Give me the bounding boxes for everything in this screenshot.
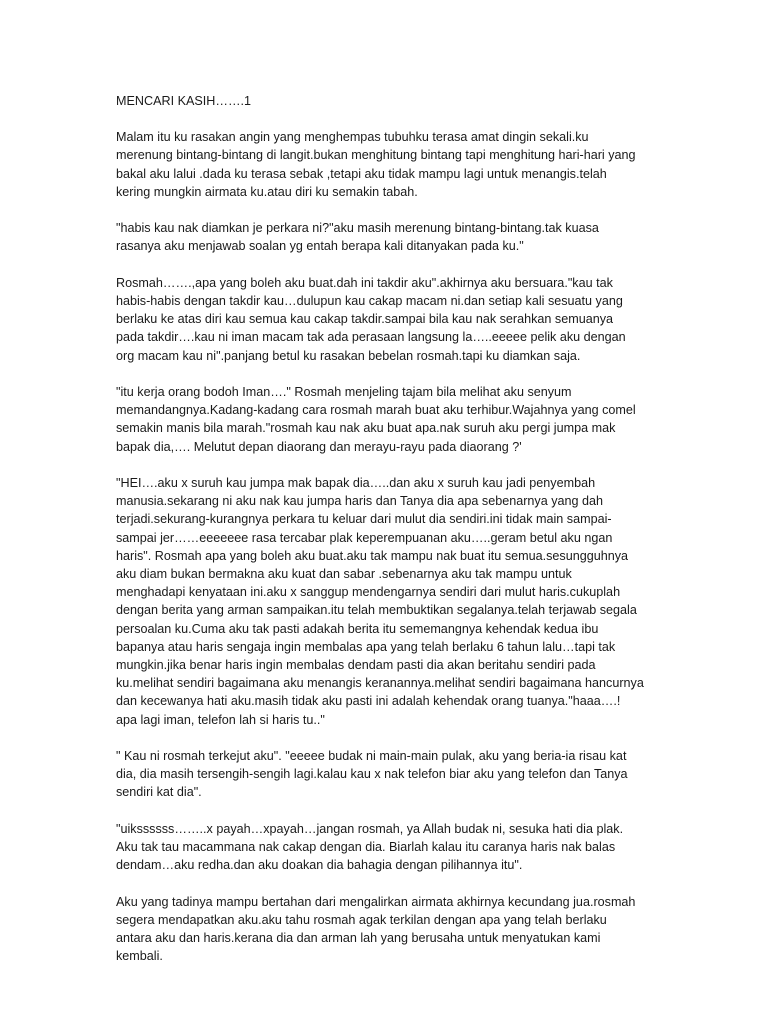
paragraph-6: " Kau ni rosmah terkejut aku". "eeeee budak ni main-main pulak, aku yang beria-ia risau kat dia, dia masih tersengih-sengih lagi.kalau kau x nak telefon biar aku yang telefon dan Tanya sendiri kat dia". — [116, 749, 628, 800]
paragraph-5: "HEI….aku x suruh kau jumpa mak bapak dia…..dan aku x suruh kau jadi penyembah manusia.sekarang ni aku nak kau jumpa haris dan Tanya dia apa sebenarnya yang dah terjadi.sekurang-kurangnya perkara tu keluar dari mulut dia sendiri.ini tidak main sampai- sampai jer……eeeeeee rasa tercabar plak keperempuanan aku…..geram betul aku ngan haris". Rosmah apa yang boleh aku buat.aku tak mampu nak buat itu semua.sesungguhnya aku diam bukan bermakna aku kuat dan sabar .sebenarnya aku tak mampu untuk menghadapi kenyataan ini.aku x sanggup mendengarnya sendiri dari mulut haris.cukuplah dengan berita yang arman sampaikan.itu telah membuktikan segalanya.telah terjawab segala persoalan ku.Cuma aku tak pasti adakah berita itu sememangnya kehendak kedua ibu bapanya atau haris sengaja ingin membalas apa yang telah berlaku 6 tahun lalu…tapi tak mungkin.jika benar haris ingin membalas dendam pasti dia akan beritahu sendiri pada ku.melihat sendiri bagaimana aku menangis keranannya.melihat sendiri bagaimana hancurnya dan kecewanya hati aku.masih tidak aku pasti ini adalah kehendak orang tuanya."haaa….! apa lagi iman, telefon lah si haris tu.." — [116, 476, 644, 727]
document-body — [116, 92, 656, 984]
document-title: MENCARI KASIH…….1 — [116, 94, 252, 108]
paragraph-3: Rosmah…….,apa yang boleh aku buat.dah ini takdir aku".akhirnya aku bersuara."kau tak habis-habis dengan takdir kau…dulupun kau cakap macam ni.dan setiap kali sesuatu yang berlaku ke atas diri kau semua kau cakap takdir.sampai bila kau nak serahkan semuanya pada takdir….kau ni iman macam tak ada perasaan langsung la…..eeeee pelik aku dengan org macam kau ni".panjang betul ku rasakan bebelan rosmah.tapi ku diamkan saja. — [116, 275, 626, 363]
paragraph-1: Malam itu ku rasakan angin yang menghempas tubuhku terasa amat dingin sekali.ku merenung bintang-bintang di langit.bukan menghitung bintang tapi menghitung hari-hari yang bakal aku lalui .dada ku terasa sebak ,tetapi aku tidak mampu lagi untuk menangis.telah kering mungkin airmata ku.atau diri ku semakin tabah. — [116, 130, 636, 199]
paragraph-2: "habis kau nak diamkan je perkara ni?"aku masih merenung bintang-bintang.tak kuasa rasanya aku menjawab soalan yg entah berapa kali ditanyakan pada ku." — [116, 221, 599, 254]
paragraph-8: Aku yang tadinya mampu bertahan dari mengalirkan airmata akhirnya kecundang jua.rosmah segera mendapatkan aku.aku tahu rosmah agak terkilan dengan apa yang telah berlaku antara aku dan haris.kerana dia dan arman lah yang berusaha untuk menyatukan kami kembali. — [116, 894, 636, 964]
paragraph-4: "itu kerja orang bodoh Iman…." Rosmah menjeling tajam bila melihat aku senyum memandangnya.Kadang-kadang cara rosmah marah buat aku terhibur.Wajahnya yang comel semakin manis bila marah."rosmah kau nak aku buat apa.nak suruh aku pergi jumpa mak bapak dia,…. Melutut depan diaorang dan merayu-rayu pada diaorang ?' — [116, 385, 636, 454]
paragraph-7: "uikssssss……..x payah…xpayah…jangan rosmah, ya Allah budak ni, sesuka hati dia plak. Aku tak tau macammana nak cakap dengan dia. Biarlah kalau itu caranya haris nak balas dendam…aku redha.dan aku doakan dia bahagia dengan pilihannya itu". — [116, 821, 624, 873]
